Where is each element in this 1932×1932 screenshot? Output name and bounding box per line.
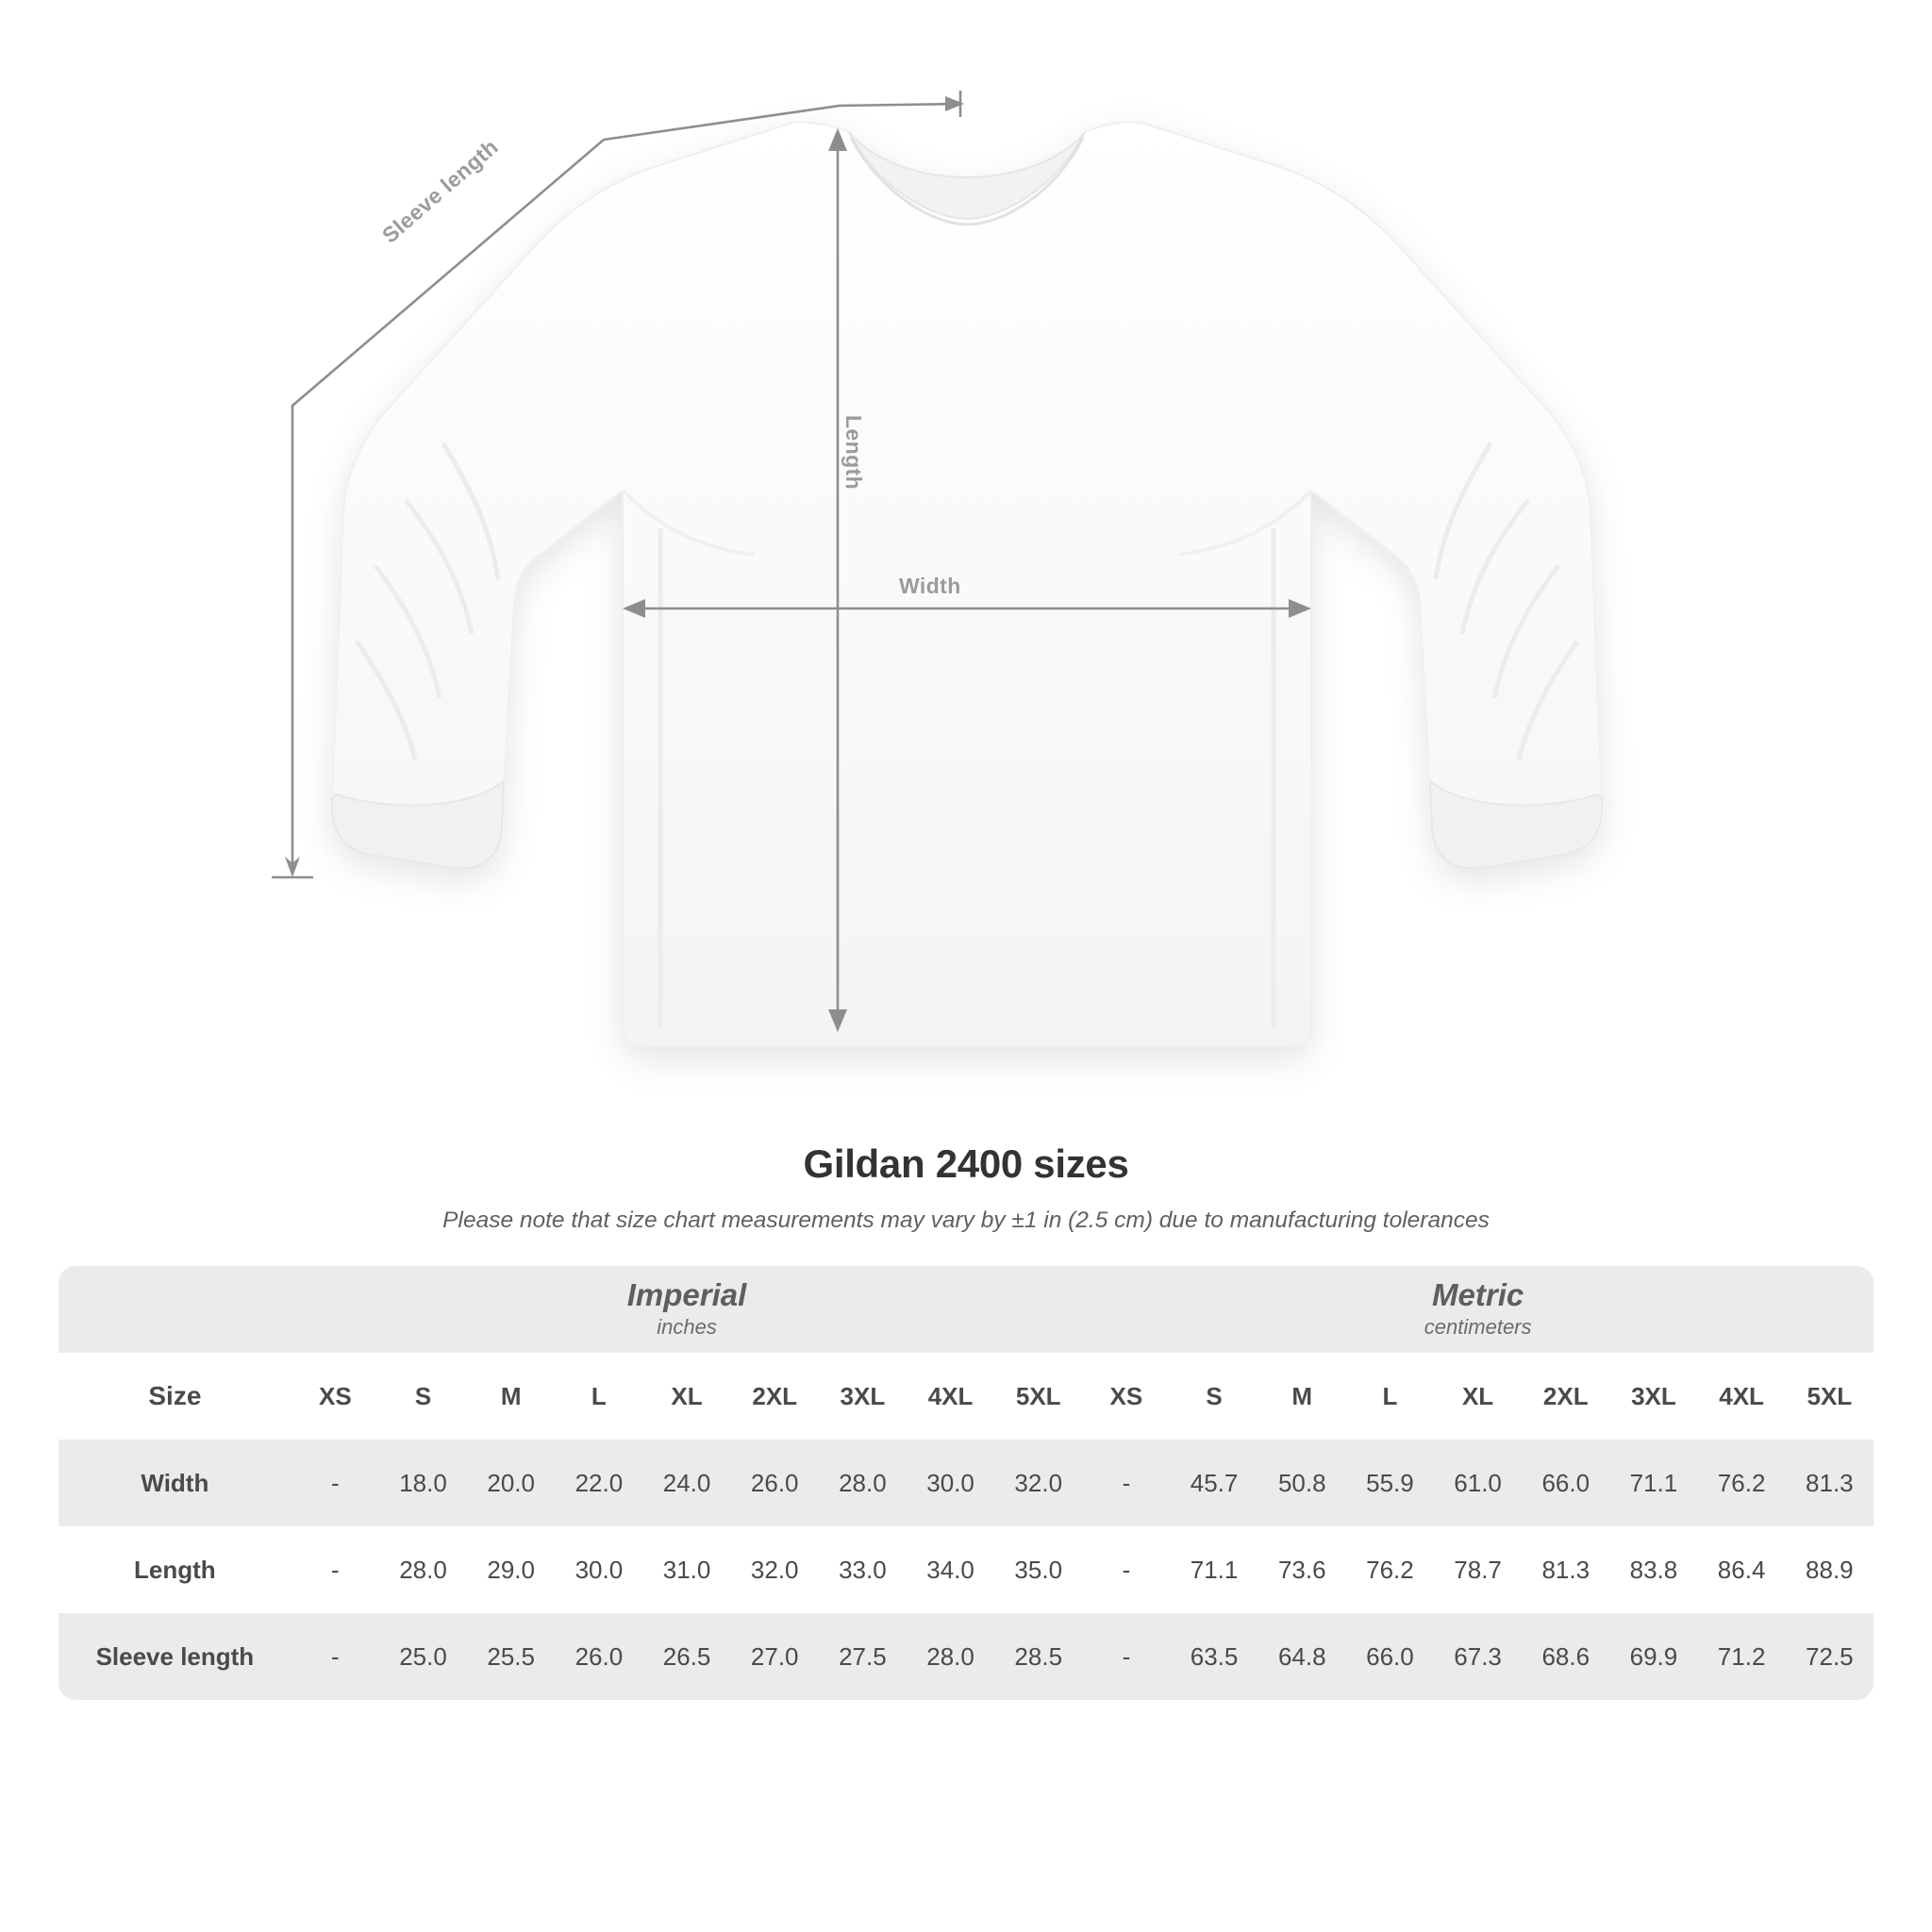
size-header-metric-m: M — [1258, 1353, 1346, 1440]
sleeve-metric-xs: - — [1082, 1613, 1170, 1700]
row-label-sleeve-length: Sleeve length — [58, 1613, 291, 1700]
length-metric-s: 71.1 — [1170, 1526, 1257, 1613]
sleeve-metric-3xl: 69.9 — [1609, 1613, 1697, 1700]
width-imperial-4xl: 30.0 — [907, 1440, 994, 1526]
size-header-row — [58, 1353, 1874, 1440]
sleeve-metric-s: 63.5 — [1170, 1613, 1257, 1700]
length-imperial-2xl: 32.0 — [731, 1526, 819, 1613]
length-imperial-3xl: 33.0 — [819, 1526, 907, 1613]
length-imperial-m: 29.0 — [467, 1526, 555, 1613]
width-metric-4xl: 76.2 — [1698, 1440, 1786, 1526]
width-metric-xl: 61.0 — [1434, 1440, 1522, 1526]
sleeve-metric-l: 66.0 — [1346, 1613, 1434, 1700]
width-imperial-xs: - — [291, 1440, 379, 1526]
size-header-imperial-m: M — [467, 1353, 555, 1440]
size-header-metric-3xl: 3XL — [1609, 1353, 1697, 1440]
size-header-imperial-5xl: 5XL — [994, 1353, 1082, 1440]
length-metric-3xl: 83.8 — [1609, 1526, 1697, 1613]
size-header-metric-xs: XS — [1082, 1353, 1170, 1440]
table-row — [58, 1613, 1874, 1700]
length-metric-xs: - — [1082, 1526, 1170, 1613]
length-imperial-l: 30.0 — [555, 1526, 642, 1613]
size-header-imperial-xl: XL — [642, 1353, 730, 1440]
size-header-label: Size — [58, 1353, 291, 1440]
sleeve-imperial-s: 25.0 — [379, 1613, 467, 1700]
width-imperial-3xl: 28.0 — [819, 1440, 907, 1526]
length-imperial-xl: 31.0 — [642, 1526, 730, 1613]
page-title: Gildan 2400 sizes — [803, 1141, 1129, 1186]
sleeve-imperial-l: 26.0 — [555, 1613, 642, 1700]
sleeve-imperial-2xl: 27.0 — [731, 1613, 819, 1700]
sleeve-metric-m: 64.8 — [1258, 1613, 1346, 1700]
sleeve-imperial-5xl: 28.5 — [994, 1613, 1082, 1700]
size-header-metric-s: S — [1170, 1353, 1257, 1440]
width-metric-2xl: 66.0 — [1522, 1440, 1609, 1526]
width-metric-xs: - — [1082, 1440, 1170, 1526]
size-header-imperial-2xl: 2XL — [731, 1353, 819, 1440]
sleeve-metric-2xl: 68.6 — [1522, 1613, 1609, 1700]
unit-header-row — [58, 1266, 1874, 1353]
width-imperial-l: 22.0 — [555, 1440, 642, 1526]
length-metric-2xl: 81.3 — [1522, 1526, 1609, 1613]
size-header-metric-xl: XL — [1434, 1353, 1522, 1440]
unit-group-imperial — [291, 1266, 1083, 1353]
width-metric-m: 50.8 — [1258, 1440, 1346, 1526]
size-header-metric-l: L — [1346, 1353, 1434, 1440]
title-block — [0, 1141, 1932, 1234]
unit-group-metric-name: Metric — [1432, 1276, 1524, 1312]
unit-group-imperial-sub: inches — [657, 1314, 717, 1339]
tolerance-note: Please note that size chart measurements may vary by ±1 in (2.5 cm) due to manufacturing tolerances — [442, 1208, 1490, 1233]
length-imperial-xs: - — [291, 1526, 379, 1613]
width-imperial-5xl: 32.0 — [994, 1440, 1082, 1526]
size-header-imperial-s: S — [379, 1353, 467, 1440]
sleeve-imperial-4xl: 28.0 — [907, 1613, 994, 1700]
width-imperial-m: 20.0 — [467, 1440, 555, 1526]
table-row — [58, 1440, 1874, 1526]
length-dimension-label: Length — [841, 415, 866, 491]
row-label-width: Width — [58, 1440, 291, 1526]
sleeve-imperial-3xl: 27.5 — [819, 1613, 907, 1700]
sleeve-imperial-m: 25.5 — [467, 1613, 555, 1700]
width-imperial-2xl: 26.0 — [731, 1440, 819, 1526]
sleeve-metric-4xl: 71.2 — [1698, 1613, 1786, 1700]
length-metric-xl: 78.7 — [1434, 1526, 1522, 1613]
sleeve-metric-xl: 67.3 — [1434, 1613, 1522, 1700]
length-imperial-s: 28.0 — [379, 1526, 467, 1613]
size-header-imperial-3xl: 3XL — [819, 1353, 907, 1440]
width-dimension-label: Width — [899, 574, 961, 598]
unit-header-spacer — [58, 1266, 291, 1353]
size-header-metric-4xl: 4XL — [1698, 1353, 1786, 1440]
length-metric-4xl: 86.4 — [1698, 1526, 1786, 1613]
sleeve-length-dimension-label: Sleeve length — [377, 134, 503, 248]
size-header-metric-2xl: 2XL — [1522, 1353, 1609, 1440]
width-metric-3xl: 71.1 — [1609, 1440, 1697, 1526]
sleeve-metric-5xl: 72.5 — [1786, 1613, 1874, 1700]
table-row — [58, 1526, 1874, 1613]
row-label-length: Length — [58, 1526, 291, 1613]
size-table — [58, 1266, 1874, 1700]
size-header-metric-5xl: 5XL — [1786, 1353, 1874, 1440]
sleeve-imperial-xs: - — [291, 1613, 379, 1700]
length-metric-5xl: 88.9 — [1786, 1526, 1874, 1613]
unit-group-metric — [1082, 1266, 1874, 1353]
width-imperial-s: 18.0 — [379, 1440, 467, 1526]
size-table-container — [58, 1266, 1874, 1700]
width-metric-l: 55.9 — [1346, 1440, 1434, 1526]
width-metric-s: 45.7 — [1170, 1440, 1257, 1526]
width-imperial-xl: 24.0 — [642, 1440, 730, 1526]
sleeve-imperial-xl: 26.5 — [642, 1613, 730, 1700]
length-imperial-5xl: 35.0 — [994, 1526, 1082, 1613]
size-header-imperial-xs: XS — [291, 1353, 379, 1440]
width-metric-5xl: 81.3 — [1786, 1440, 1874, 1526]
length-metric-m: 73.6 — [1258, 1526, 1346, 1613]
unit-group-metric-sub: centimeters — [1424, 1314, 1532, 1339]
unit-group-imperial-name: Imperial — [626, 1276, 747, 1312]
length-metric-l: 76.2 — [1346, 1526, 1434, 1613]
length-imperial-4xl: 34.0 — [907, 1526, 994, 1613]
size-header-imperial-4xl: 4XL — [907, 1353, 994, 1440]
size-header-imperial-l: L — [555, 1353, 642, 1440]
